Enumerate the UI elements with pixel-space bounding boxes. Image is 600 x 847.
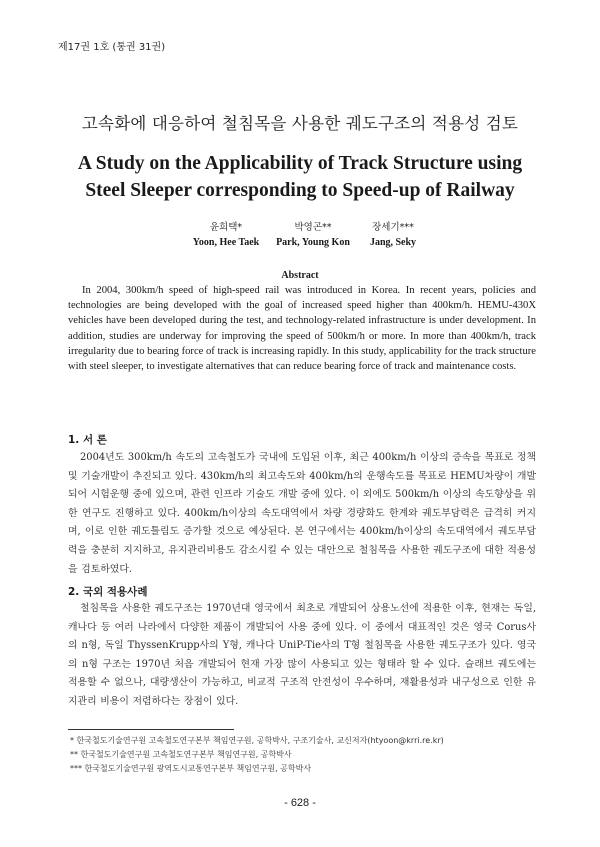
issue-info: 제17권 1호 (통권 31권) (58, 42, 166, 53)
footnotes (70, 734, 540, 777)
section-text-introduction: 2004년도 300km/h 속도의 고속철도가 국내에 도입된 이후, 최근 400km/h 이상의 증속을 목표로 정책 및 기술개발이 추진되고 있다. 430km/h의 최고속도와 400km/h의 운행속도를 목표로 HEMU차량이 개발되어 시험운행 중에 있으며, 관련 인프라 기술도 개발 중에 있다. 이 외에도 500km/h 이상의 속도향상을 위한 연구도 진행하고 있다. 400km/h이상의 속도대역에서 차량 경량화도 한계와 궤도부담력은 급격히 커지며, 이로 인한 궤도틀림도 증가할 것으로 예상된다. 본 연구에서는 400km/h이상의 속도대역에서 궤도부담력을 충분히 지지하고, 유지관리비용도 감소시킬 수 있는 대안으로 철침목을 사용한 궤도구조에 대한 적용성을 검토하였다. (68, 452, 536, 575)
abstract-heading: Abstract (281, 270, 319, 281)
section-text-overseas-cases: 철침목을 사용한 궤도구조는 1970년대 영국에서 최초로 개발되어 상용노선에 적용한 이후, 현재는 독일, 캐나다 등 여러 나라에서 다양한 제품이 개발되어 사용 중에 있다. 이 중에서 대표적인 것은 영국 Corus사의 n형, 독일 ThyssenKrupp사의 Y형, 캐나다 UniP-Tie사의 T형 철침목을 사용한 궤도구조가 있다. 영국의 n형 구조는 1970년 처음 개발되어 현재 가장 많이 사용되고 있는 형태라 할 수 있다. 슬래브 궤도에는 적용할 수 없으나, 대량생산이 가능하고, 비교적 구조적 안전성이 우수하며, 재활용성과 내구성으로 인한 유지관리 비용이 저렴하다는 장점이 있다. (68, 603, 536, 707)
author-name-korean: 윤희택* (209, 222, 243, 233)
title-english: A Study on the Applicability of Track Structure using Steel Sleeper corresponding to Speed-up of Railway (77, 153, 523, 201)
title-korean: 고속화에 대응하여 철침목을 사용한 궤도구조의 적용성 검토 (81, 114, 519, 133)
author-name-english: Yoon, Hee Taek (192, 237, 260, 248)
author-name-korean: 장세기*** (372, 222, 414, 233)
section-heading-introduction: 1. 서 론 (68, 434, 107, 446)
footnote-2: ** 한국철도기술연구원 고속철도연구본부 책임연구원, 공학박사 (70, 750, 292, 760)
page-number: - 628 - (284, 797, 316, 809)
author-name-english: Jang, Seky (369, 237, 417, 248)
footnote-divider (68, 729, 234, 730)
section-heading-overseas-cases: 2. 국외 적용사례 (68, 586, 148, 598)
author-3 (323, 220, 463, 250)
footnote-1: * 한국철도기술연구원 고속철도연구본부 책임연구원, 공학박사, 구조기술사, 교신저자(htyoon@krri.re.kr) (70, 736, 444, 745)
abstract-text: In 2004, 300km/h speed of high-speed rail was introduced in Korea. In recent years, policies and technologies are being developed with the goal of increased speed higher than 400km/h. HEMU-430X vehicles have been developed during the test, and technology-related infrastructure is under development. In addition, studies are underway for improving the speed of 500km/h or more. In more than 400km/h, track irregularity due to bearing force of track is increasing rapidly. In this study, applicability for the track structure with steel sleeper, to investigate alternatives that can reduce bearing force of track and maintenance costs. (68, 285, 536, 373)
author-name-korean: 박영곤** (294, 222, 332, 233)
author-name-english: Park, Young Kon (276, 237, 350, 248)
footnote-3: *** 한국철도기술연구원 광역도시교통연구본부 책임연구원, 공학박사 (70, 764, 312, 774)
